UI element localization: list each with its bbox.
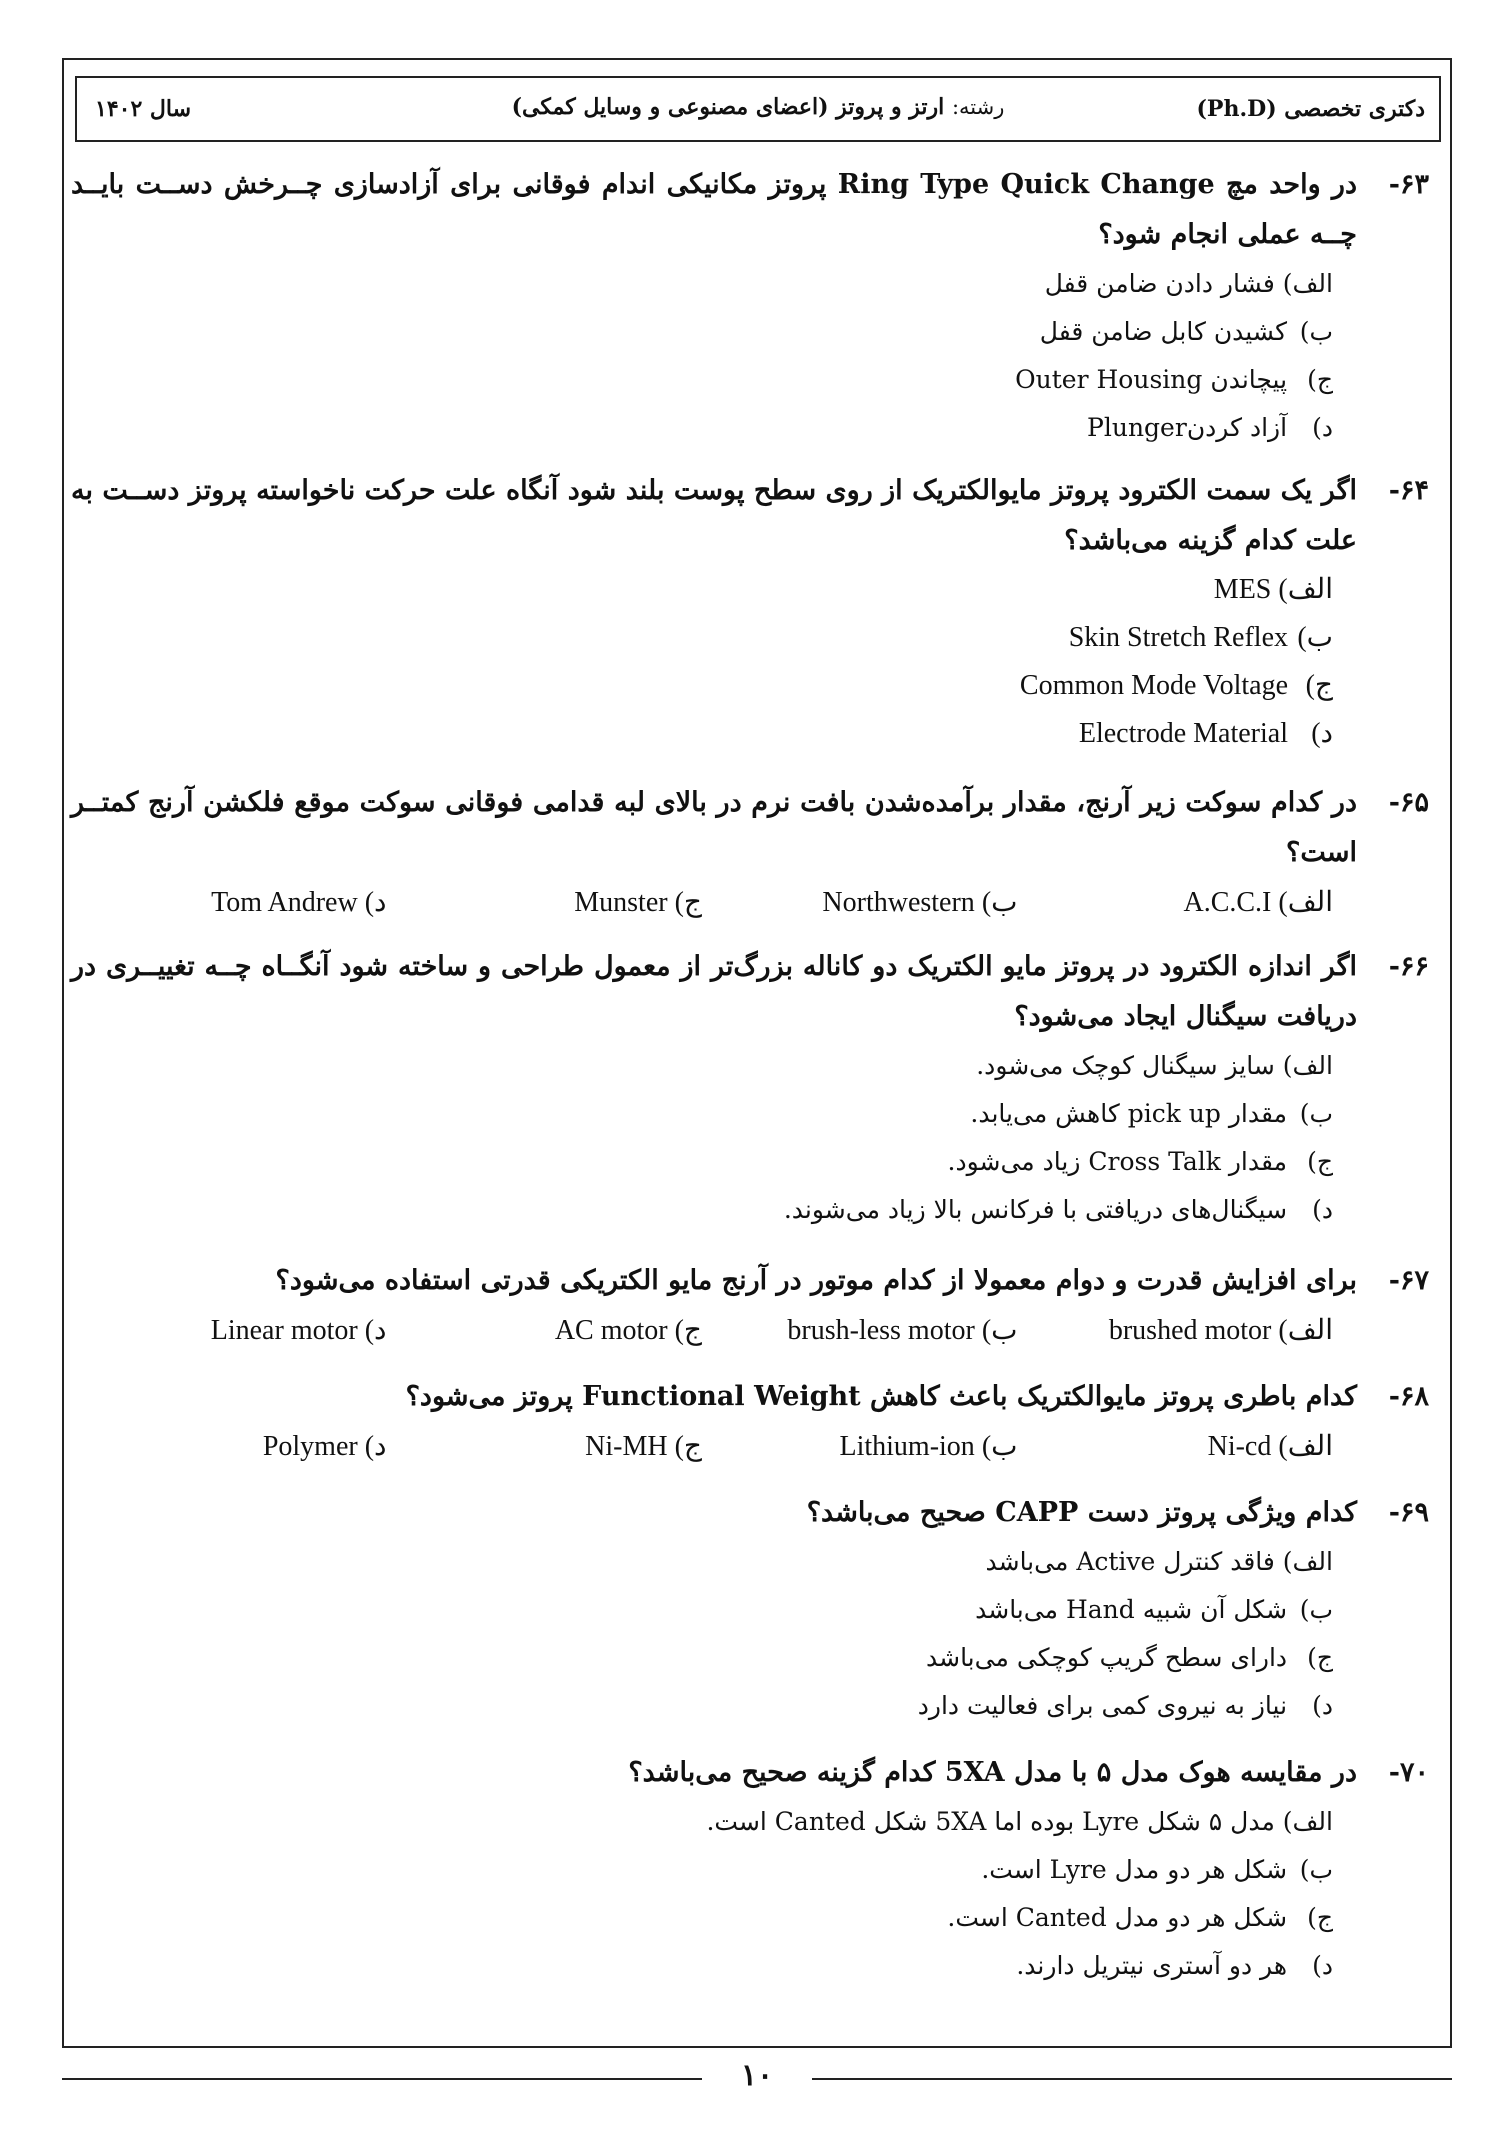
option-d[interactable] <box>71 1306 387 1356</box>
option-letter: الف) <box>1278 1431 1333 1462</box>
option-text: A.C.C.I <box>1183 887 1272 918</box>
option-text: دارای سطح گریپ کوچکی می‌باشد <box>926 1643 1288 1672</box>
option-text: Common Mode Voltage <box>1019 670 1288 701</box>
field-label: رشته: <box>951 95 1005 119</box>
option-text: Ni-MH <box>585 1431 668 1462</box>
option-d[interactable] <box>71 1186 1333 1234</box>
option-letter: د) <box>1312 413 1333 442</box>
option-letter: د) <box>364 1315 387 1346</box>
exam-year: سال ۱۴۰۲ <box>95 96 192 122</box>
option-letter: الف) <box>1278 574 1333 605</box>
question-number: ۶۳- <box>1388 169 1429 200</box>
option-a[interactable] <box>1018 1422 1334 1472</box>
option-letter: ب) <box>981 887 1018 918</box>
option-a[interactable] <box>71 1042 1333 1090</box>
option-letter: د) <box>1311 718 1333 749</box>
question-64 <box>71 466 1429 758</box>
question-text: اگر اندازه الکترود در پروتز مایو الکتریک دو کاناله بزرگ‌تر از معمول طراحی و ساخته شود آنگــاه چــه تغییــری در دریافت سیگنال ایجاد می‌شود؟ <box>71 951 1357 1032</box>
options-list <box>71 566 1333 758</box>
option-c[interactable] <box>387 878 703 928</box>
option-letter: ج) <box>674 1315 702 1346</box>
question-text: کدام باطری پروتز مایوالکتریک باعث کاهش Functional Weight پروتز می‌شود؟ <box>405 1381 1357 1412</box>
option-text: brushed motor <box>1108 1315 1272 1346</box>
option-text: شکل آن شبیه Hand می‌باشد <box>975 1595 1288 1624</box>
option-letter: ب) <box>1299 1855 1333 1884</box>
option-letter: ب) <box>1299 1099 1333 1128</box>
option-letter: ج) <box>1307 1643 1333 1672</box>
page-number: ۱۰ <box>740 2058 774 2093</box>
option-letter: الف) <box>1282 1547 1333 1576</box>
question-67 <box>71 1256 1429 1356</box>
option-c[interactable] <box>71 1138 1333 1186</box>
option-c[interactable] <box>71 662 1333 710</box>
option-a[interactable] <box>71 1538 1333 1586</box>
option-letter: ج) <box>1307 1903 1333 1932</box>
option-text: Tom Andrew <box>211 887 358 918</box>
option-letter: ب) <box>981 1431 1018 1462</box>
option-a[interactable] <box>1018 878 1334 928</box>
page-footer <box>62 2058 1452 2098</box>
option-text: Linear motor <box>210 1315 358 1346</box>
option-text: شکل هر دو مدل Canted است. <box>947 1903 1288 1932</box>
options-list <box>71 1042 1333 1234</box>
option-d[interactable] <box>71 710 1333 758</box>
option-c[interactable] <box>71 1894 1333 1942</box>
question-text: اگر یک سمت الکترود پروتز مایوالکتریک از روی سطح پوست بلند شود آنگاه علت حرکت ناخواسته پروتز دســت به علت کدام گزینه می‌باشد؟ <box>71 475 1357 556</box>
question-number: ۷۰- <box>1388 1757 1429 1788</box>
option-letter: الف) <box>1278 1315 1333 1346</box>
question-text: برای افزایش قدرت و دوام معمولا از کدام موتور در آرنج مایو الکتریکی قدرتی استفاده می‌شود؟ <box>275 1265 1357 1296</box>
option-text: Lithium-ion <box>839 1431 975 1462</box>
option-d[interactable] <box>71 404 1333 452</box>
option-letter: الف) <box>1282 269 1333 298</box>
option-b[interactable] <box>702 878 1018 928</box>
exam-header <box>75 76 1441 142</box>
option-text: هر دو آستری نیتریل دارند. <box>1016 1951 1288 1980</box>
question-number: ۶۹- <box>1388 1497 1429 1528</box>
option-b[interactable] <box>71 1090 1333 1138</box>
question-number: ۶۴- <box>1388 475 1429 506</box>
option-text: MES <box>1213 574 1272 605</box>
option-a[interactable] <box>71 566 1333 614</box>
question-number: ۶۷- <box>1388 1265 1429 1296</box>
options-row <box>71 878 1333 928</box>
option-letter: ج) <box>1307 365 1333 394</box>
options-row <box>71 1422 1333 1472</box>
option-b[interactable] <box>71 614 1333 662</box>
option-text: نیاز به نیروی کمی برای فعالیت دارد <box>917 1691 1288 1720</box>
field-title <box>77 94 1439 120</box>
option-a[interactable] <box>1018 1306 1334 1356</box>
option-d[interactable] <box>71 1422 387 1472</box>
option-c[interactable] <box>387 1306 703 1356</box>
option-text: مدل ۵ شکل Lyre بوده اما 5XA شکل Canted است. <box>706 1807 1275 1836</box>
option-letter: ب) <box>1299 317 1333 346</box>
option-letter: الف) <box>1282 1051 1333 1080</box>
question-number: ۶۶- <box>1388 951 1429 982</box>
option-c[interactable] <box>387 1422 703 1472</box>
option-text: brush-less motor <box>787 1315 975 1346</box>
option-letter: د) <box>364 887 387 918</box>
option-text: سایز سیگنال کوچک می‌شود. <box>976 1051 1275 1080</box>
options-row <box>71 1306 1333 1356</box>
question-text: در واحد مچ Ring Type Quick Change پروتز مکانیکی اندام فوقانی برای آزادسازی چــرخش دســت بایــد چــه عملی انجام شود؟ <box>71 169 1357 250</box>
question-text: در مقایسه هوک مدل ۵ با مدل 5XA کدام گزینه صحیح می‌باشد؟ <box>628 1757 1357 1788</box>
option-letter: ج) <box>674 887 702 918</box>
option-text: فاقد کنترل Active می‌باشد <box>985 1547 1275 1576</box>
option-a[interactable] <box>71 1798 1333 1846</box>
option-letter: الف) <box>1278 887 1333 918</box>
degree-title: دکتری تخصصی (Ph.D) <box>1196 96 1425 122</box>
question-69 <box>71 1488 1429 1730</box>
option-b[interactable] <box>71 308 1333 356</box>
option-text: Munster <box>574 887 668 918</box>
option-b[interactable] <box>71 1586 1333 1634</box>
option-text: Electrode Material <box>1078 718 1288 749</box>
option-b[interactable] <box>71 1846 1333 1894</box>
question-number: ۶۵- <box>1388 787 1429 818</box>
option-text: کشیدن کابل ضامن قفل <box>1039 317 1288 346</box>
option-letter: الف) <box>1282 1807 1333 1836</box>
option-text: سیگنال‌های دریافتی با فرکانس بالا زیاد می‌شوند. <box>783 1195 1288 1224</box>
option-b[interactable] <box>702 1306 1018 1356</box>
question-68 <box>71 1372 1429 1472</box>
option-text: پیچاندن Outer Housing <box>1015 365 1288 394</box>
field-name: ارتز و پروتز (اعضای مصنوعی و وسایل کمکی) <box>511 94 945 120</box>
option-letter: ج) <box>674 1431 702 1462</box>
option-letter: ب) <box>1299 1595 1333 1624</box>
option-d[interactable] <box>71 1682 1333 1730</box>
option-c[interactable] <box>71 1634 1333 1682</box>
option-letter: د) <box>1312 1195 1333 1224</box>
option-text: شکل هر دو مدل Lyre است. <box>981 1855 1288 1884</box>
options-list <box>71 1538 1333 1730</box>
option-letter: ج) <box>1307 1147 1333 1176</box>
option-text: فشار دادن ضامن قفل <box>1044 269 1275 298</box>
option-letter: د) <box>364 1431 387 1462</box>
option-d[interactable] <box>71 1942 1333 1990</box>
options-list <box>71 260 1333 452</box>
option-text: آزاد کردنPlunger <box>1087 413 1288 442</box>
question-70 <box>71 1748 1429 1990</box>
question-number: ۶۸- <box>1388 1381 1429 1412</box>
option-letter: ب) <box>981 1315 1018 1346</box>
question-text: کدام ویژگی پروتز دست CAPP صحیح می‌باشد؟ <box>806 1497 1357 1528</box>
option-letter: ج) <box>1305 670 1333 701</box>
option-b[interactable] <box>702 1422 1018 1472</box>
option-c[interactable] <box>71 356 1333 404</box>
option-text: AC motor <box>554 1315 668 1346</box>
option-text: مقدار Cross Talk زیاد می‌شود. <box>947 1147 1288 1176</box>
option-text: Ni-cd <box>1207 1431 1272 1462</box>
question-66 <box>71 942 1429 1234</box>
option-text: Skin Stretch Reflex <box>1068 622 1288 653</box>
option-letter: د) <box>1312 1691 1333 1720</box>
option-letter: د) <box>1312 1951 1333 1980</box>
question-63 <box>71 160 1429 452</box>
option-text: مقدار pick up کاهش می‌یابد. <box>970 1099 1288 1128</box>
option-text: Northwestern <box>822 887 975 918</box>
option-letter: ب) <box>1297 622 1333 653</box>
option-text: Polymer <box>262 1431 358 1462</box>
question-65 <box>71 778 1429 928</box>
footer-divider-right <box>812 2078 1452 2080</box>
options-list <box>71 1798 1333 1990</box>
option-d[interactable] <box>71 878 387 928</box>
question-text: در کدام سوکت زیر آرنج، مقدار برآمده‌شدن بافت نرم در بالای لبه قدامی فوقانی سوکت موقع فلکشن آرنج کمتــر است؟ <box>71 787 1357 868</box>
option-a[interactable] <box>71 260 1333 308</box>
